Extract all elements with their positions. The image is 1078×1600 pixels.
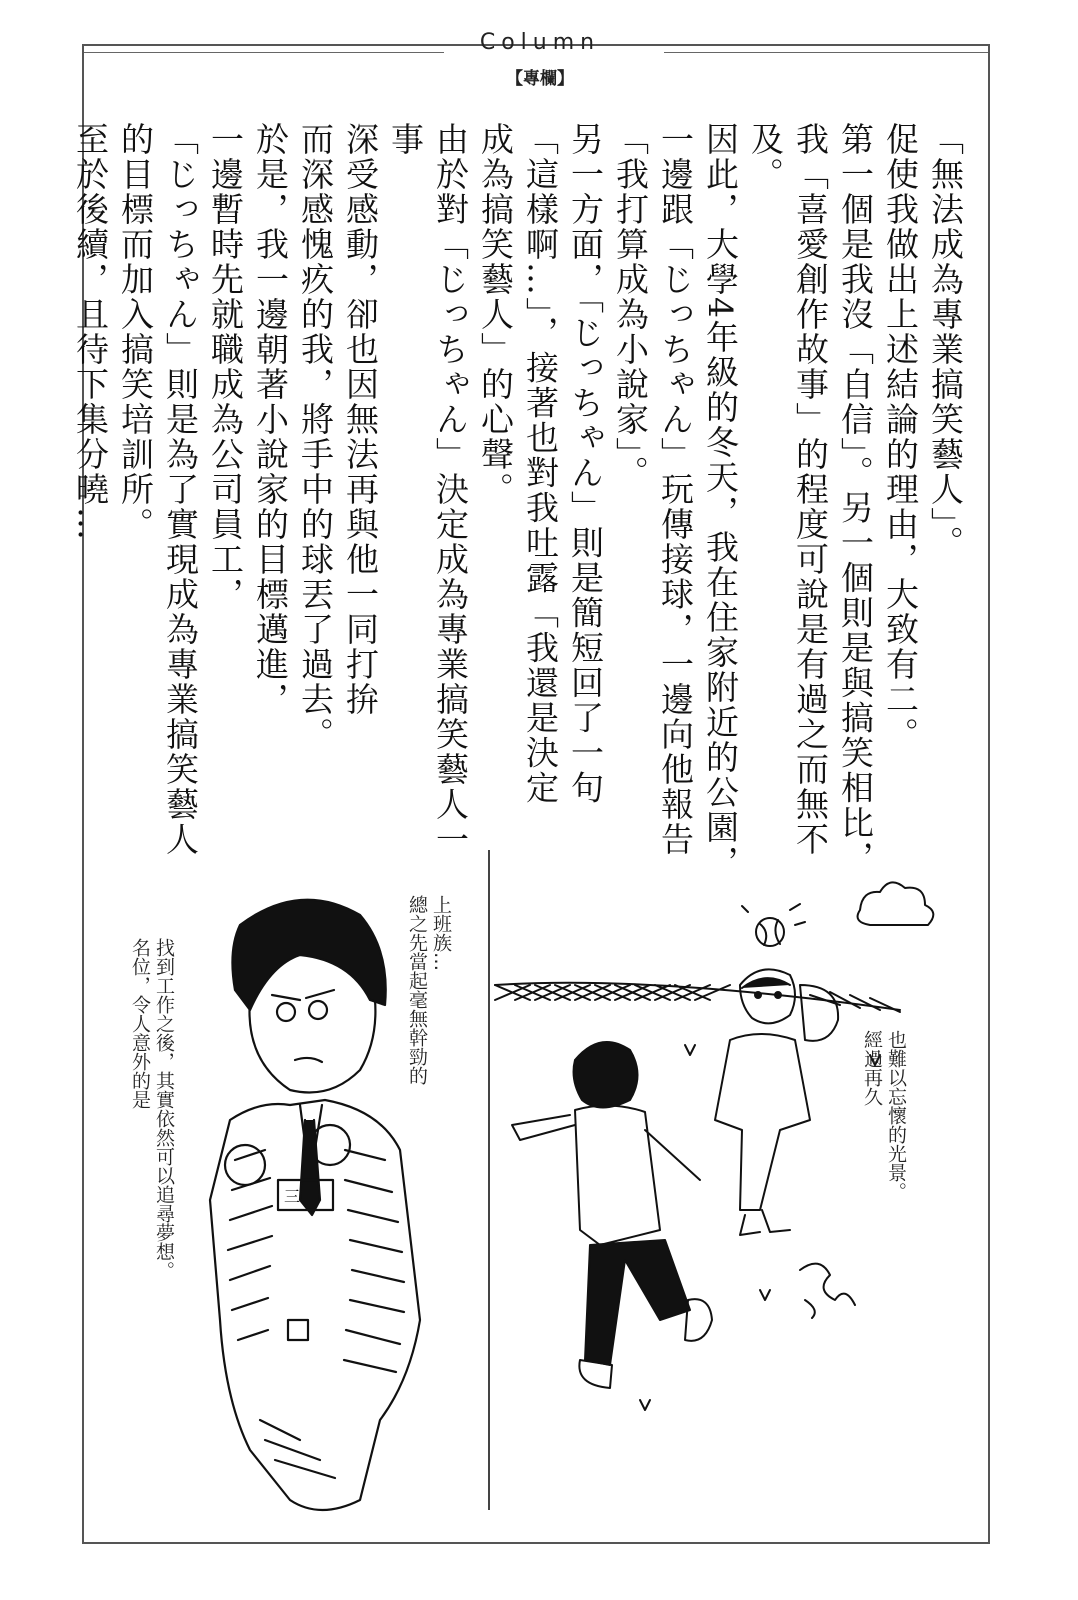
paragraph: 「じっちゃん」則是為了實現成為專業搞笑藝人 [161, 122, 200, 857]
paragraph: 一邊跟「じっちゃん」玩傳接球，一邊向他報告 [656, 122, 695, 857]
paragraph: 「無法成為專業搞笑藝人」。 [926, 122, 965, 561]
paragraph: 於是，我一邊朝著小說家的目標邁進， [251, 122, 290, 717]
paragraph: 我「喜愛創作故事」的程度可說是有過之而無不及。 [746, 122, 830, 857]
column-subtitle: 【專欄】 [506, 69, 574, 89]
paragraph: 促使我做出上述結論的理由，大致有二。 [881, 122, 920, 752]
caption-left [128, 938, 176, 1398]
paragraph: 因此，大學4年級的冬天，我在住家附近的公園， [701, 122, 740, 880]
paragraph: 「這樣啊…」，接著也對我吐露「我還是決定 [521, 122, 560, 806]
caption-middle [405, 895, 453, 1195]
paragraph: 的目標而加入搞笑培訓所。 [116, 122, 155, 542]
paragraph: 至於後續，且待下集分曉… [71, 122, 110, 542]
caption-line: 也難以忘懷的光景。 [885, 1030, 907, 1201]
paragraph: 成為搞笑藝人」的心聲。 [476, 122, 515, 507]
caption-line: 總之先當起毫無幹勁的 [406, 895, 428, 1085]
svg-text:三: 三 [284, 1187, 301, 1206]
caption-line: 找到工作之後，其實依然可以追尋夢想。 [153, 938, 175, 1280]
paragraph: 另一方面，「じっちゃん」則是簡短回了一句 [566, 122, 605, 806]
caption-line: 上班族… [430, 895, 452, 971]
paragraph: 由於對「じっちゃん」決定成為專業搞笑藝人一事 [386, 122, 470, 857]
paragraph: 第一個是我沒「自信」。另一個則是與搞笑相比， [836, 122, 875, 876]
column-title: Column [479, 30, 601, 55]
paragraph: 而深感愧疚的我，將手中的球丟了過去。 [296, 122, 335, 752]
caption-right [860, 1030, 908, 1290]
caption-line: 經過再久 [861, 1030, 883, 1106]
paragraph: 深受感動，卻也因無法再與他一同打拚 [341, 122, 380, 717]
paragraph: 一邊暫時先就職成為公司員工， [206, 122, 245, 612]
paragraph: 「我打算成為小說家」。 [611, 122, 650, 491]
caption-line: 名位，令人意外的是 [129, 938, 151, 1109]
